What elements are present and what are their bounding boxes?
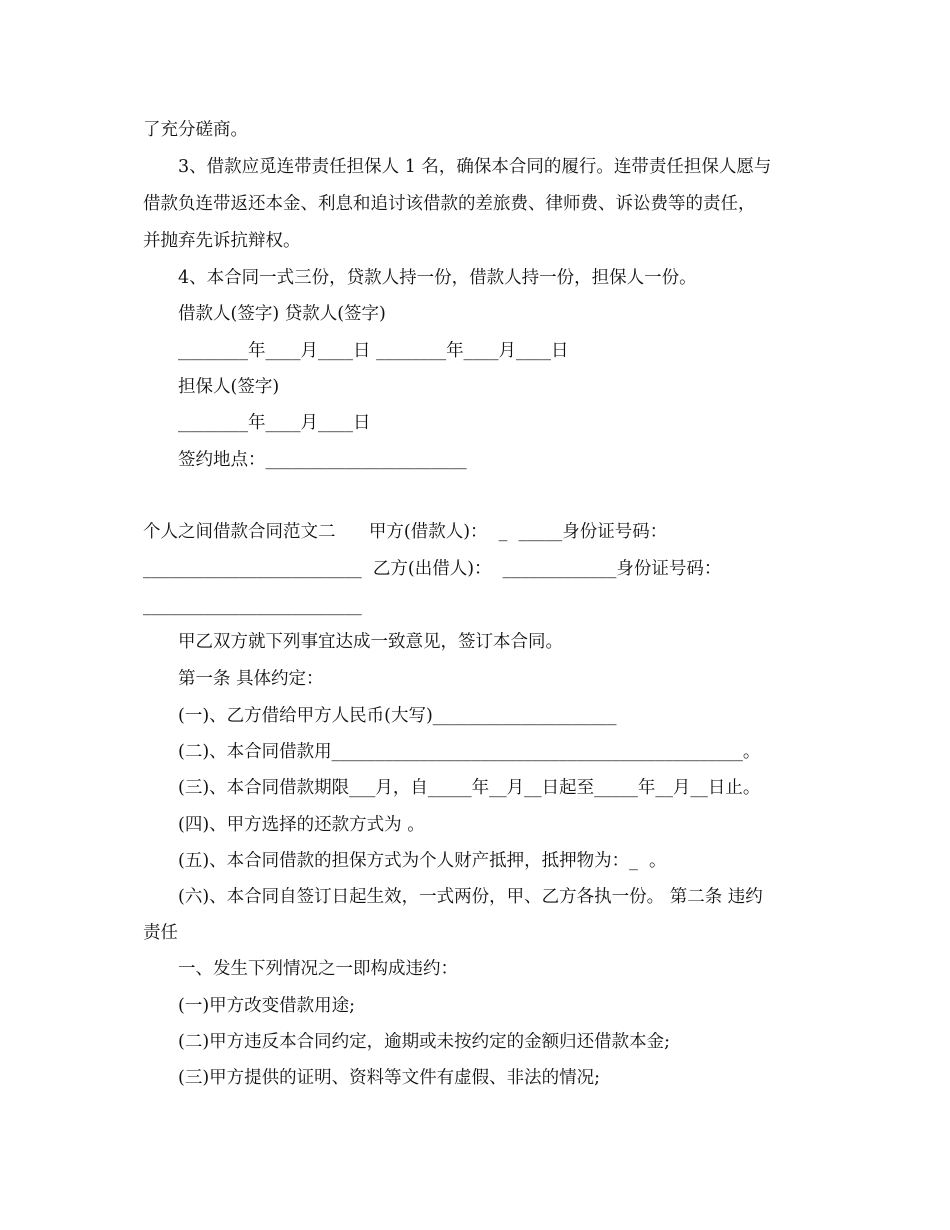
text-line: 并抛弃先诉抗辩权。 <box>143 231 301 251</box>
text-line: 甲乙双方就下列事宜达成一致意见，签订本合同。 <box>178 632 563 652</box>
clause-line: (一)、乙方借给甲方人民币(大写)_____________________ <box>178 706 617 726</box>
article-heading: 第一条 具体约定： <box>178 669 324 689</box>
clause-line: (五)、本合同借款的担保方式为个人财产抵押，抵押物为：_ 。 <box>178 851 667 871</box>
signing-location-line: 签约地点：_______________________ <box>178 450 467 470</box>
clause-line: (三)甲方提供的证明、资料等文件有虚假、非法的情况; <box>178 1068 601 1088</box>
section-title-line: 个人之间借款合同范文二 甲方(借款人)： _ _____身份证号码： <box>143 522 668 542</box>
clause-line: (四)、甲方选择的还款方式为 。 <box>178 815 425 835</box>
text-line: 4、本合同一式三份，贷款人持一份，借款人持一份，担保人一份。 <box>178 268 697 288</box>
text-line: 责任 <box>143 923 178 943</box>
text-line: 3、借款应觅连带责任担保人 1 名，确保本合同的履行。连带责任担保人愿与 <box>178 157 772 177</box>
text-line: 借款人(签字) 贷款人(签字) <box>178 304 386 324</box>
signature-date-line: ________年____月____日 <box>178 413 371 433</box>
text-line: _________________________ 乙方(出借人)： _____________身份证号码： <box>143 559 722 579</box>
clause-line: (一)甲方改变借款用途; <box>178 996 356 1016</box>
signature-date-line: ________年____月____日 ________年____月____日 <box>178 341 569 361</box>
clause-line: (六)、本合同自签订日起生效，一式两份，甲、乙方各执一份。 第二条 违约 <box>178 887 763 907</box>
text-line: 一、发生下列情况之一即构成违约： <box>178 959 458 979</box>
text-line: 借款负连带返还本金、利息和追讨该借款的差旅费、律师费、诉讼费等的责任， <box>143 194 756 214</box>
text-line: 担保人(签字) <box>178 377 280 397</box>
clause-line: (二)甲方违反本合同约定，逾期或未按约定的金额归还借款本金; <box>178 1032 671 1052</box>
clause-line: (二)、本合同借款用_______________________________________________。 <box>178 742 761 762</box>
clause-line: (三)、本合同借款期限___月，自_____年__月__日起至_____年__月__日止。 <box>178 778 761 798</box>
text-line: 了充分磋商。 <box>143 120 248 140</box>
blank-line: _________________________ <box>143 596 362 616</box>
